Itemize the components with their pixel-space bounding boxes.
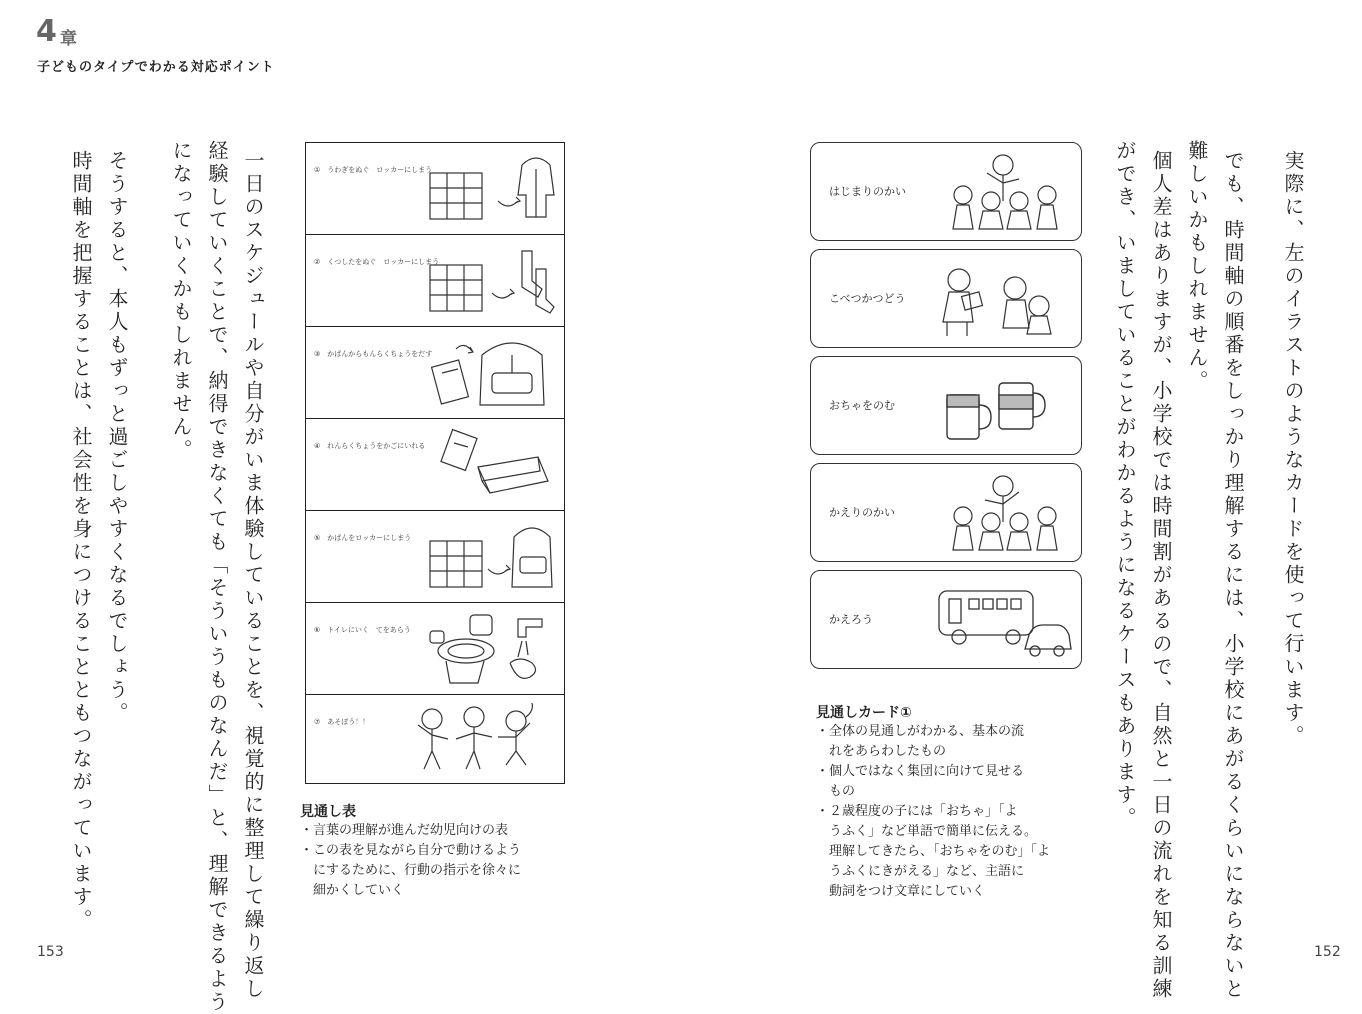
schedule-row: [306, 511, 564, 603]
body-column-5: 時間軸を把握することは、社会性を身につけることともつながっています。: [69, 150, 93, 932]
cards-caption: [816, 702, 1050, 902]
caption-line: ・言葉の理解が進んだ幼児向けの表: [300, 823, 509, 838]
page-number-right: 152: [1314, 944, 1341, 960]
teacher-children-icon: [933, 472, 1073, 554]
body-column-1: 実際に、左のイラストのようなカードを使って行います。: [1281, 150, 1305, 748]
body-column-4: 個人差はありますが、小学校では時間割があるので、自然と一日の流れを知る訓練: [1149, 150, 1173, 1001]
schedule-row-label: ⑥ トイレにいく てをあらう: [314, 626, 411, 634]
card-label: はじまりのかい: [829, 185, 906, 198]
backpack-notebook-icon: [426, 335, 556, 411]
schedule-row-label: ⑤ かばんをロッカーにしまう: [314, 534, 412, 542]
schedule-card: [810, 570, 1082, 669]
caption-line: 細かくしていく: [300, 883, 405, 898]
schedule-card: [810, 463, 1082, 562]
caption-line: もの: [816, 784, 856, 799]
schedule-row: [306, 695, 564, 783]
caption-line: 動詞をつけ文章にしていく: [816, 884, 986, 899]
body-column-4: そうすると、本人もずっと過ごしやすくなるでしょう。: [105, 150, 129, 725]
teacher-reading-icon: [933, 258, 1073, 340]
caption-line: ・この表を見ながら自分で動けるよう: [300, 843, 522, 858]
body-column-2: 経験していくことで、納得できなくても「そういうものなんだ」と、理解できるよう: [205, 140, 229, 1014]
schedule-row: [306, 143, 564, 235]
schedule-card: [810, 249, 1082, 348]
schedule-row-label: ③ かばんからもんらくちょうをだす: [314, 350, 433, 358]
cups-icon: [933, 365, 1073, 447]
children-playing-icon: [388, 703, 558, 779]
caption-line: ・２歳程度の子には「おちゃ」「よ: [816, 804, 1018, 819]
schedule-row: [306, 419, 564, 511]
schedule-row: [306, 327, 564, 419]
caption-title: 見通しカード①: [816, 705, 912, 721]
caption-line: ・全体の見通しがわかる、基本の流: [816, 724, 1025, 739]
caption-line: 理解してきたら、「おちゃをのむ」「よ: [816, 844, 1051, 859]
schedule-row-label: ① うわぎをぬぐ ロッカーにしまう: [314, 166, 433, 174]
body-column-5: ができ、いましていることがわかるようになるケースもあります。: [1113, 140, 1137, 830]
schedule-caption: [300, 801, 521, 901]
caption-line: うふく」など単語で簡単に伝える。: [816, 824, 1038, 839]
caption-line: ・個人ではなく集団に向けて見せる: [816, 764, 1025, 779]
schedule-row-label: ② くつしたをぬぐ ロッカーにしまう: [314, 258, 440, 266]
schedule-row: [306, 603, 564, 695]
schedule-row-label: ⑦ あそぼう！！: [314, 718, 370, 726]
locker-socks-icon: [426, 243, 556, 319]
chapter-number: 4: [36, 14, 57, 49]
card-label: かえりのかい: [829, 506, 895, 519]
schedule-row: [306, 235, 564, 327]
locker-backpack-icon: [426, 519, 556, 595]
chapter-kanji: 章: [60, 29, 77, 49]
caption-line: にするために、行動の指示を徐々に: [300, 863, 522, 878]
notebook-basket-icon: [426, 427, 556, 503]
card-label: おちゃをのむ: [829, 399, 895, 412]
card-label: かえろう: [829, 613, 873, 626]
page-number-left: 153: [37, 944, 64, 960]
bus-car-icon: [933, 579, 1073, 661]
body-column-3: になっていくかもしれません。: [169, 140, 193, 462]
body-column-1: 一日のスケジュールや自分がいま体験していることを、視覚的に整理して繰り返し: [241, 150, 265, 1001]
toilet-faucet-icon: [426, 611, 556, 687]
caption-line: れをあらわしたもの: [816, 744, 947, 759]
card-label: こべつかつどう: [829, 292, 906, 305]
body-column-2: でも、時間軸の順番をしっかり理解するには、小学校にあがるくらいにならないと: [1221, 150, 1245, 1001]
schedule-table: [305, 142, 565, 784]
caption-title: 見通し表: [300, 804, 356, 820]
body-column-3: 難しいかもしれません。: [1185, 140, 1209, 393]
caption-line: うふくにきがえる」など、主語に: [816, 864, 1025, 879]
teacher-children-icon: [933, 151, 1073, 233]
schedule-card: [810, 142, 1082, 241]
schedule-row-label: ④ れんらくちょうをかごにいれる: [314, 442, 426, 450]
chapter-subtitle: 子どものタイプでわかる対応ポイント: [37, 60, 275, 75]
locker-jacket-icon: [426, 151, 556, 227]
schedule-card: [810, 356, 1082, 455]
